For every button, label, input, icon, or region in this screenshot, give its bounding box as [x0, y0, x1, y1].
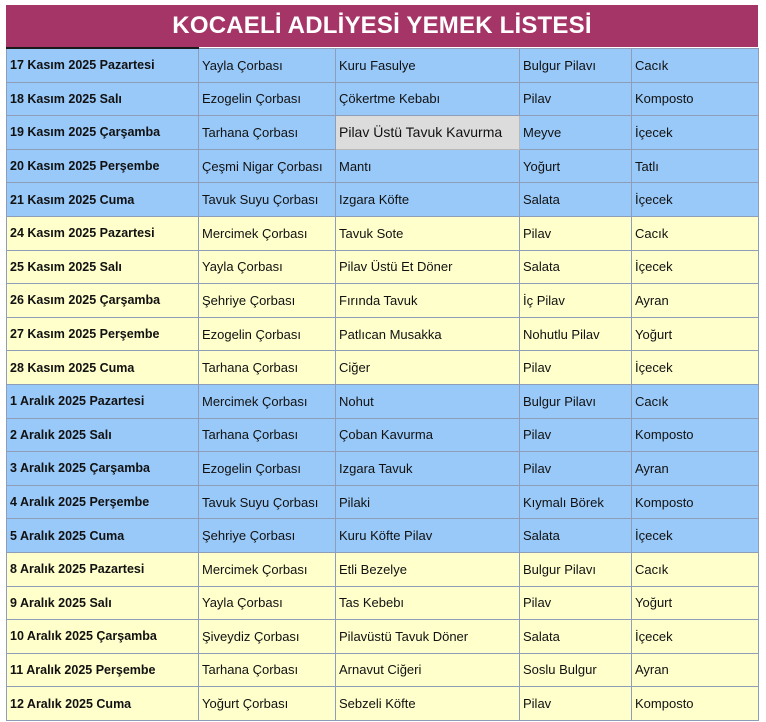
menu-table-body [7, 48, 759, 720]
soup-cell[interactable]: Yayla Çorbası [199, 48, 336, 82]
date-cell[interactable]: 25 Kasım 2025 Salı [7, 250, 199, 284]
main-dish-cell[interactable]: Pilav Üstü Tavuk Kavurma [336, 116, 520, 150]
date-cell[interactable]: 11 Aralık 2025 Perşembe [7, 653, 199, 687]
side-dish-cell[interactable]: Salata [520, 183, 632, 217]
extra-cell[interactable]: İçecek [632, 351, 759, 385]
extra-cell[interactable]: İçecek [632, 183, 759, 217]
table-row [7, 48, 759, 82]
extra-cell[interactable]: Cacık [632, 216, 759, 250]
extra-cell[interactable]: Komposto [632, 485, 759, 519]
main-dish-cell[interactable]: Tavuk Sote [336, 216, 520, 250]
soup-cell[interactable]: Ezogelin Çorbası [199, 82, 336, 116]
table-row [7, 351, 759, 385]
side-dish-cell[interactable]: Nohutlu Pilav [520, 317, 632, 351]
side-dish-cell[interactable]: Salata [520, 519, 632, 553]
table-row [7, 519, 759, 553]
side-dish-cell[interactable]: İç Pilav [520, 284, 632, 318]
main-dish-cell[interactable]: Patlıcan Musakka [336, 317, 520, 351]
table-row [7, 653, 759, 687]
table-row [7, 552, 759, 586]
date-cell[interactable]: 21 Kasım 2025 Cuma [7, 183, 199, 217]
table-row [7, 116, 759, 150]
date-cell[interactable]: 8 Aralık 2025 Pazartesi [7, 552, 199, 586]
soup-cell[interactable]: Tarhana Çorbası [199, 653, 336, 687]
main-dish-cell[interactable]: Mantı [336, 149, 520, 183]
table-row [7, 452, 759, 486]
soup-cell[interactable]: Tarhana Çorbası [199, 351, 336, 385]
date-cell[interactable]: 10 Aralık 2025 Çarşamba [7, 620, 199, 654]
side-dish-cell[interactable]: Bulgur Pilavı [520, 552, 632, 586]
main-dish-cell[interactable]: Pilav Üstü Et Döner [336, 250, 520, 284]
extra-cell[interactable]: Tatlı [632, 149, 759, 183]
main-dish-cell[interactable]: Sebzeli Köfte [336, 687, 520, 721]
soup-cell[interactable]: Tavuk Suyu Çorbası [199, 183, 336, 217]
page-title: KOCAELİ ADLİYESİ YEMEK LİSTESİ [6, 5, 758, 47]
side-dish-cell[interactable]: Yoğurt [520, 149, 632, 183]
extra-cell[interactable]: Komposto [632, 82, 759, 116]
soup-cell[interactable]: Mercimek Çorbası [199, 384, 336, 418]
main-dish-cell[interactable]: Tas Kebebı [336, 586, 520, 620]
table-row [7, 620, 759, 654]
soup-cell[interactable]: Mercimek Çorbası [199, 552, 336, 586]
extra-cell[interactable]: Ayran [632, 653, 759, 687]
soup-cell[interactable]: Yoğurt Çorbası [199, 687, 336, 721]
table-row [7, 418, 759, 452]
date-cell[interactable]: 5 Aralık 2025 Cuma [7, 519, 199, 553]
table-row [7, 317, 759, 351]
main-dish-cell[interactable]: Çoban Kavurma [336, 418, 520, 452]
extra-cell[interactable]: Cacık [632, 48, 759, 82]
side-dish-cell[interactable]: Pilav [520, 586, 632, 620]
soup-cell[interactable]: Çeşmi Nigar Çorbası [199, 149, 336, 183]
extra-cell[interactable]: Komposto [632, 418, 759, 452]
side-dish-cell[interactable]: Meyve [520, 116, 632, 150]
soup-cell[interactable]: Yayla Çorbası [199, 250, 336, 284]
soup-cell[interactable]: Şehriye Çorbası [199, 284, 336, 318]
table-row [7, 149, 759, 183]
date-cell[interactable]: 2 Aralık 2025 Salı [7, 418, 199, 452]
side-dish-cell[interactable]: Pilav [520, 216, 632, 250]
side-dish-cell[interactable]: Pilav [520, 351, 632, 385]
date-cell[interactable]: 4 Aralık 2025 Perşembe [7, 485, 199, 519]
extra-cell[interactable]: Yoğurt [632, 317, 759, 351]
table-row [7, 485, 759, 519]
side-dish-cell[interactable]: Bulgur Pilavı [520, 384, 632, 418]
main-dish-cell[interactable]: Ciğer [336, 351, 520, 385]
extra-cell[interactable]: İçecek [632, 116, 759, 150]
date-cell[interactable]: 17 Kasım 2025 Pazartesi [7, 48, 199, 82]
soup-cell[interactable]: Yayla Çorbası [199, 586, 336, 620]
soup-cell[interactable]: Şehriye Çorbası [199, 519, 336, 553]
main-dish-cell[interactable]: Fırında Tavuk [336, 284, 520, 318]
main-dish-cell[interactable]: Kuru Fasulye [336, 48, 520, 82]
soup-cell[interactable]: Ezogelin Çorbası [199, 452, 336, 486]
side-dish-cell[interactable]: Kıymalı Börek [520, 485, 632, 519]
date-cell[interactable]: 18 Kasım 2025 Salı [7, 82, 199, 116]
side-dish-cell[interactable]: Pilav [520, 82, 632, 116]
main-dish-cell[interactable]: Pilaki [336, 485, 520, 519]
date-cell[interactable]: 19 Kasım 2025 Çarşamba [7, 116, 199, 150]
date-cell[interactable]: 3 Aralık 2025 Çarşamba [7, 452, 199, 486]
table-row [7, 82, 759, 116]
soup-cell[interactable]: Tarhana Çorbası [199, 116, 336, 150]
date-cell[interactable]: 26 Kasım 2025 Çarşamba [7, 284, 199, 318]
extra-cell[interactable]: Cacık [632, 552, 759, 586]
extra-cell[interactable]: Ayran [632, 284, 759, 318]
date-cell[interactable]: 28 Kasım 2025 Cuma [7, 351, 199, 385]
table-row [7, 284, 759, 318]
soup-cell[interactable]: Mercimek Çorbası [199, 216, 336, 250]
extra-cell[interactable]: Cacık [632, 384, 759, 418]
main-dish-cell[interactable]: Izgara Köfte [336, 183, 520, 217]
table-row [7, 216, 759, 250]
extra-cell[interactable]: İçecek [632, 620, 759, 654]
main-dish-cell[interactable]: Kuru Köfte Pilav [336, 519, 520, 553]
date-cell[interactable]: 1 Aralık 2025 Pazartesi [7, 384, 199, 418]
side-dish-cell[interactable]: Bulgur Pilavı [520, 48, 632, 82]
menu-sheet [6, 5, 758, 721]
date-cell[interactable]: 27 Kasım 2025 Perşembe [7, 317, 199, 351]
main-dish-cell[interactable]: Izgara Tavuk [336, 452, 520, 486]
date-cell[interactable]: 20 Kasım 2025 Perşembe [7, 149, 199, 183]
extra-cell[interactable]: İçecek [632, 519, 759, 553]
date-cell[interactable]: 24 Kasım 2025 Pazartesi [7, 216, 199, 250]
table-row [7, 586, 759, 620]
table-row [7, 250, 759, 284]
main-dish-cell[interactable]: Pilavüstü Tavuk Döner [336, 620, 520, 654]
soup-cell[interactable]: Ezogelin Çorbası [199, 317, 336, 351]
extra-cell[interactable]: Komposto [632, 687, 759, 721]
date-cell[interactable]: 12 Aralık 2025 Cuma [7, 687, 199, 721]
date-cell[interactable]: 9 Aralık 2025 Salı [7, 586, 199, 620]
soup-cell[interactable]: Tavuk Suyu Çorbası [199, 485, 336, 519]
table-row [7, 183, 759, 217]
table-row [7, 687, 759, 721]
main-dish-cell[interactable]: Etli Bezelye [336, 552, 520, 586]
side-dish-cell[interactable]: Soslu Bulgur [520, 653, 632, 687]
side-dish-cell[interactable]: Salata [520, 250, 632, 284]
side-dish-cell[interactable]: Salata [520, 620, 632, 654]
table-row [7, 384, 759, 418]
main-dish-cell[interactable]: Çökertme Kebabı [336, 82, 520, 116]
soup-cell[interactable]: Şiveydiz Çorbası [199, 620, 336, 654]
side-dish-cell[interactable]: Pilav [520, 418, 632, 452]
main-dish-cell[interactable]: Nohut [336, 384, 520, 418]
menu-table [6, 47, 759, 721]
side-dish-cell[interactable]: Pilav [520, 452, 632, 486]
extra-cell[interactable]: Ayran [632, 452, 759, 486]
side-dish-cell[interactable]: Pilav [520, 687, 632, 721]
main-dish-cell[interactable]: Arnavut Ciğeri [336, 653, 520, 687]
extra-cell[interactable]: İçecek [632, 250, 759, 284]
soup-cell[interactable]: Tarhana Çorbası [199, 418, 336, 452]
extra-cell[interactable]: Yoğurt [632, 586, 759, 620]
